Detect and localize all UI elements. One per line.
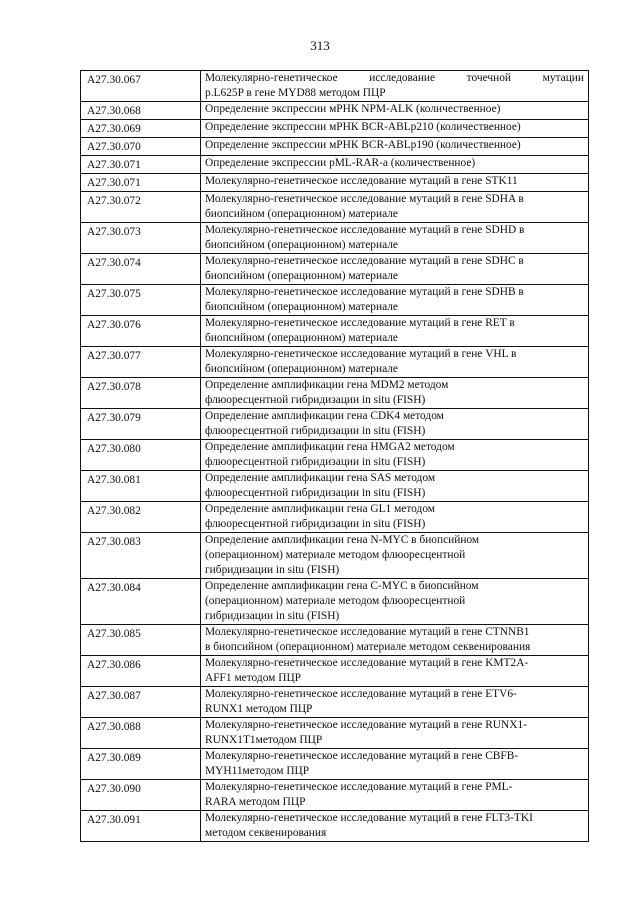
description-line: Определение амплификации гена SAS методом: [205, 472, 436, 484]
description-line: Молекулярно-генетическое исследование мутаций в гене RUNX1-: [205, 719, 527, 731]
description-line: Молекулярно-генетическое исследование точечной мутации: [205, 72, 584, 84]
service-code-cell: A27.30.070: [81, 138, 201, 156]
service-description-cell: [201, 316, 589, 347]
description-line: Молекулярно-генетическое исследование мутаций в гене SDHB в: [205, 286, 524, 298]
description-line: Определение амплификации гена N-MYC в биопсийном: [205, 534, 480, 546]
description-line: методом секвенирования: [205, 827, 327, 839]
table-row: [81, 409, 589, 440]
service-code-cell: A27.30.069: [81, 120, 201, 138]
service-description-cell: [201, 440, 589, 471]
table-row: [81, 174, 589, 192]
service-code-cell: A27.30.073: [81, 223, 201, 254]
description-line: Молекулярно-генетическое исследование мутаций в гене RET в: [205, 317, 515, 329]
description-line: биопсийном (операционном) материале: [205, 301, 398, 313]
description-line: Молекулярно-генетическое исследование мутаций в гене KMT2A-: [205, 657, 529, 669]
table-row: [81, 687, 589, 718]
description-line: RUNX1T1методом ПЦР: [205, 734, 323, 746]
description-line: (операционном) материале методом флюоресцентной: [205, 549, 466, 561]
service-description-cell: [201, 502, 589, 533]
table-row: [81, 347, 589, 378]
table-row: [81, 656, 589, 687]
table-row: [81, 625, 589, 656]
service-code-cell: A27.30.080: [81, 440, 201, 471]
table-row: [81, 579, 589, 625]
description-line: Молекулярно-генетическое исследование мутаций в гене VHL в: [205, 348, 517, 360]
service-code-cell: A27.30.074: [81, 254, 201, 285]
description-line: p.L625P в гене MYD88 методом ПЦР: [205, 87, 386, 99]
description-line: RARA методом ПЦР: [205, 796, 306, 808]
table-row: [81, 811, 589, 842]
description-line: AFF1 методом ПЦР: [205, 672, 302, 684]
description-line: Молекулярно-генетическое исследование мутаций в гене STK11: [205, 175, 518, 187]
description-line: Молекулярно-генетическое исследование мутаций в гене CBFB-: [205, 750, 519, 762]
description-line: MYH11методом ПЦР: [205, 765, 310, 777]
table-row: [81, 749, 589, 780]
page-number: 313: [310, 38, 330, 53]
description-line: гибридизации in situ (FISH): [205, 564, 340, 576]
service-code-cell: A27.30.090: [81, 780, 201, 811]
description-line: флюоресцентной гибридизации in situ (FISH): [205, 394, 426, 406]
service-description-cell: [201, 71, 589, 102]
service-description-cell: [201, 174, 589, 192]
description-line: Молекулярно-генетическое исследование мутаций в гене SDHC в: [205, 255, 524, 267]
description-line: флюоресцентной гибридизации in situ (FISH): [205, 487, 426, 499]
description-line: Определение амплификации гена C-MYC в биопсийном: [205, 580, 479, 592]
service-description-cell: [201, 156, 589, 174]
table-row: [81, 502, 589, 533]
service-code-cell: A27.30.068: [81, 102, 201, 120]
table-row: [81, 285, 589, 316]
description-line: Определение амплификации гена HMGA2 методом: [205, 441, 455, 453]
table-row: [81, 780, 589, 811]
description-line: Определение экспрессии pML-RAR-a (количественное): [205, 157, 476, 169]
description-line: Определение амплификации гена MDM2 методом: [205, 379, 449, 391]
service-code-cell: A27.30.072: [81, 192, 201, 223]
service-description-cell: [201, 120, 589, 138]
service-description-cell: [201, 749, 589, 780]
description-line: Молекулярно-генетическое исследование мутаций в гене PML-: [205, 781, 513, 793]
table-row: [81, 378, 589, 409]
service-code-cell: A27.30.083: [81, 533, 201, 579]
table-row: [81, 192, 589, 223]
description-line: Определение амплификации гена GL1 методом: [205, 503, 436, 515]
service-code-cell: A27.30.086: [81, 656, 201, 687]
table-body: [81, 71, 589, 842]
service-code-cell: A27.30.078: [81, 378, 201, 409]
description-line: флюоресцентной гибридизации in situ (FISH): [205, 518, 426, 530]
service-code-cell: A27.30.082: [81, 502, 201, 533]
description-line: флюоресцентной гибридизации in situ (FISH): [205, 456, 426, 468]
description-line: биопсийном (операционном) материале: [205, 239, 398, 251]
description-line: Определение экспрессии мРНК NPM-ALK (количественное): [205, 103, 501, 115]
service-description-cell: [201, 533, 589, 579]
service-description-cell: [201, 471, 589, 502]
table-row: [81, 156, 589, 174]
description-line: биопсийном (операционном) материале: [205, 332, 398, 344]
service-code-cell: A27.30.067: [81, 71, 201, 102]
description-line: биопсийном (операционном) материале: [205, 270, 398, 282]
service-code-cell: A27.30.077: [81, 347, 201, 378]
service-description-cell: [201, 811, 589, 842]
description-line: гибридизации in situ (FISH): [205, 610, 340, 622]
service-code-cell: A27.30.079: [81, 409, 201, 440]
service-description-cell: [201, 409, 589, 440]
service-code-cell: A27.30.089: [81, 749, 201, 780]
description-line: (операционном) материале методом флюоресцентной: [205, 595, 466, 607]
service-code-cell: A27.30.081: [81, 471, 201, 502]
service-description-cell: [201, 254, 589, 285]
table-row: [81, 71, 589, 102]
service-code-cell: A27.30.085: [81, 625, 201, 656]
service-code-cell: A27.30.075: [81, 285, 201, 316]
service-description-cell: [201, 102, 589, 120]
service-description-cell: [201, 223, 589, 254]
service-description-cell: [201, 285, 589, 316]
service-code-cell: A27.30.071: [81, 156, 201, 174]
service-code-cell: A27.30.087: [81, 687, 201, 718]
description-line: RUNX1 методом ПЦР: [205, 703, 313, 715]
table-row: [81, 718, 589, 749]
service-code-cell: A27.30.091: [81, 811, 201, 842]
service-code-cell: A27.30.088: [81, 718, 201, 749]
table-row: [81, 533, 589, 579]
service-code-cell: A27.30.071: [81, 174, 201, 192]
service-description-cell: [201, 138, 589, 156]
table-row: [81, 120, 589, 138]
description-line: Определение амплификации гена CDK4 методом: [205, 410, 444, 422]
service-description-cell: [201, 579, 589, 625]
table-row: [81, 316, 589, 347]
table-row: [81, 471, 589, 502]
service-code-cell: A27.30.084: [81, 579, 201, 625]
service-description-cell: [201, 718, 589, 749]
description-line: Молекулярно-генетическое исследование мутаций в гене FLT3-TKI: [205, 812, 533, 824]
table-row: [81, 223, 589, 254]
service-description-cell: [201, 378, 589, 409]
description-line: Определение экспрессии мРНК BCR-ABLp210 (количественное): [205, 121, 521, 133]
service-description-cell: [201, 347, 589, 378]
table-row: [81, 102, 589, 120]
table-row: [81, 254, 589, 285]
service-description-cell: [201, 687, 589, 718]
service-description-cell: [201, 192, 589, 223]
description-line: Молекулярно-генетическое исследование мутаций в гене SDHA в: [205, 193, 524, 205]
service-description-cell: [201, 780, 589, 811]
description-line: Молекулярно-генетическое исследование мутаций в гене CTNNB1: [205, 626, 530, 638]
service-description-cell: [201, 625, 589, 656]
description-line: биопсийном (операционном) материале: [205, 363, 398, 375]
service-code-cell: A27.30.076: [81, 316, 201, 347]
description-line: Определение экспрессии мРНК BCR-ABLp190 (количественное): [205, 139, 521, 151]
table-row: [81, 138, 589, 156]
service-codes-table: [80, 70, 589, 842]
description-line: Молекулярно-генетическое исследование мутаций в гене ETV6-: [205, 688, 517, 700]
description-line: биопсийном (операционном) материале: [205, 208, 398, 220]
table-row: [81, 440, 589, 471]
description-line: флюоресцентной гибридизации in situ (FISH): [205, 425, 426, 437]
service-description-cell: [201, 656, 589, 687]
description-line: в биопсийном (операционном) материале методом секвенирования: [205, 641, 531, 653]
description-line: Молекулярно-генетическое исследование мутаций в гене SDHD в: [205, 224, 525, 236]
